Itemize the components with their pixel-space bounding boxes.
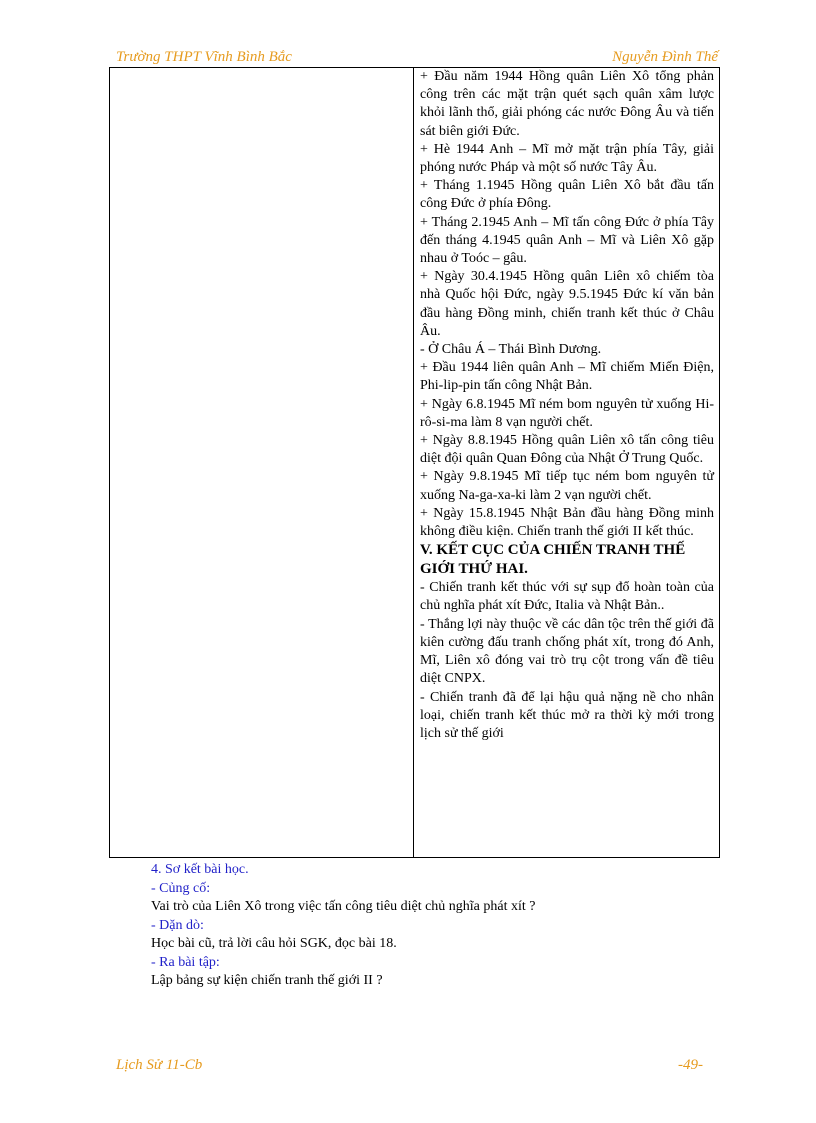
event-paragraph: + Đầu 1944 liên quân Anh – Mĩ chiếm Miến Điện, Phi-lip-pin tấn công Nhật Bản. xyxy=(420,360,714,394)
event-paragraph: + Đầu năm 1944 Hồng quân Liên Xô tổng phản công trên các mặt trận quét sạch quân xâm lược khỏi lãnh thổ, giải phóng các nước Đông Âu và tiến sát biên giới Đức. xyxy=(420,69,714,139)
homework-text: Học bài cũ, trả lời câu hỏi SGK, đọc bài 18. xyxy=(151,936,397,951)
table-right-column xyxy=(420,68,714,743)
summary-heading: 4. Sơ kết bài học. xyxy=(151,862,249,877)
event-paragraph: + Ngày 6.8.1945 Mĩ ném bom nguyên tử xuống Hi-rô-si-ma làm 8 vạn người chết. xyxy=(420,396,714,430)
event-paragraph: + Tháng 2.1945 Anh – Mĩ tấn công Đức ở phía Tây đến tháng 4.1945 quân Anh – Mĩ và Liên Xô gặp nhau ở Toóc – gâu. xyxy=(420,214,714,267)
event-paragraph: + Tháng 1.1945 Hồng quân Liên Xô bắt đầu tấn công Đức ở phía Đông. xyxy=(420,178,714,212)
section-heading: V. KẾT CỤC CỦA CHIẾN TRANH THẾ GIỚI THỨ HAI. xyxy=(420,542,686,578)
table-column-divider xyxy=(413,67,414,858)
event-paragraph: + Hè 1944 Anh – Mĩ mở mặt trận phía Tây, giải phóng nước Pháp và một số nước Tây Âu. xyxy=(420,141,714,176)
result-paragraph: - Chiến tranh đã để lại hậu quả nặng nề cho nhân loại, chiến tranh kết thúc mở ra thời kỳ mới trong lịch sử thế giới xyxy=(420,689,714,741)
event-paragraph: + Ngày 8.8.1945 Hồng quân Liên xô tấn công tiêu diệt đội quân Quan Đông của Nhật Ở Trung Quốc. xyxy=(420,433,714,467)
event-paragraph: - Ở Châu Á – Thái Bình Dương. xyxy=(420,342,602,358)
event-paragraph: + Ngày 9.8.1945 Mĩ tiếp tục ném bom nguyên tử xuống Na-ga-xa-ki làm 2 vạn người chết. xyxy=(420,469,714,503)
event-paragraph: + Ngày 15.8.1945 Nhật Bản đầu hàng Đồng minh không điều kiện. Chiến tranh thế giới II kết thúc. xyxy=(420,505,714,540)
header-author: Nguyễn Đình Thế xyxy=(612,49,718,65)
header-school: Trường THPT Vĩnh Bình Bắc xyxy=(116,49,292,65)
result-paragraph: - Chiến tranh kết thúc với sự sụp đổ hoàn toàn của chủ nghĩa phát xít Đức, Italia và Nhật Bản.. xyxy=(420,580,714,614)
footer-subject: Lịch Sử 11-Cb xyxy=(116,1057,203,1073)
event-paragraph: + Ngày 30.4.1945 Hồng quân Liên xô chiếm tòa nhà Quốc hội Đức, ngày 9.5.1945 Đức kí văn bản đầu hàng Đồng minh, chiến tranh kết thúc ở Châu Âu. xyxy=(420,269,714,339)
exercise-text: Lập bảng sự kiện chiến tranh thế giới II ? xyxy=(151,973,383,988)
lesson-summary xyxy=(151,861,711,991)
result-paragraph: - Thắng lợi này thuộc về các dân tộc trên thế giới đã kiên cường đấu tranh chống phát xít, trong đó Anh, Mĩ, Liên xô đóng vai trò trụ cột trong vấn đề tiêu diệt CNPX. xyxy=(420,616,714,687)
consolidation-label: - Củng cố: xyxy=(151,880,211,896)
exercise-label: - Ra bài tập: xyxy=(151,954,220,970)
consolidation-text: Vai trò của Liên Xô trong việc tấn công tiêu diệt chủ nghĩa phát xít ? xyxy=(151,899,536,914)
homework-label: - Dặn dò: xyxy=(151,917,204,933)
page-header xyxy=(110,47,720,68)
footer-page-number: -49- xyxy=(678,1057,703,1073)
